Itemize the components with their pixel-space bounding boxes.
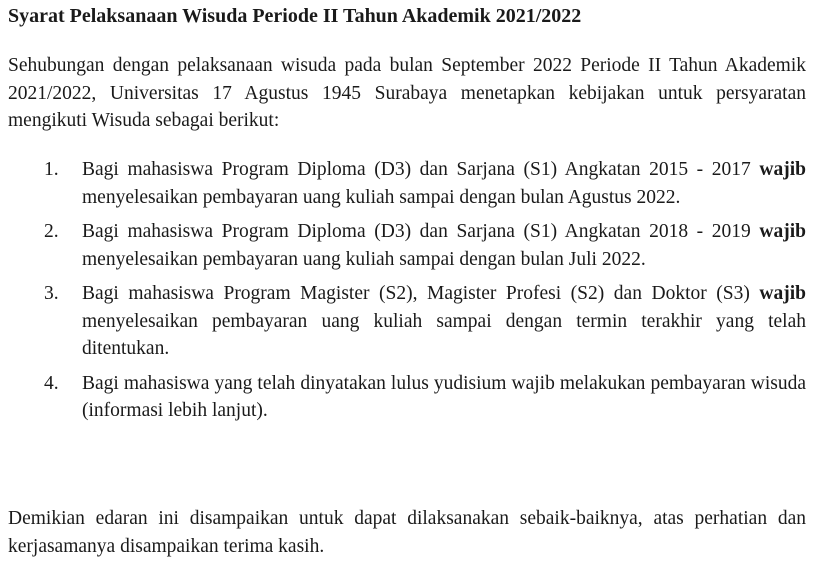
list-item-text (82, 156, 806, 211)
list-item-text-start: Bagi mahasiswa Program Magister (S2), Magister Profesi (S2) dan Doktor (S3) (82, 283, 760, 304)
list-item-number: 2. (44, 221, 59, 242)
list-item-emphasis: wajib (759, 221, 806, 242)
list-item (8, 218, 806, 273)
list-item-number: 4. (44, 372, 59, 394)
list-item-number: 3. (44, 283, 59, 304)
requirements-list (8, 156, 806, 432)
list-item-text-start: Bagi mahasiswa Program Diploma (D3) dan Sarjana (S1) Angkatan 2018 - 2019 (82, 221, 760, 242)
list-item-text-end: menyelesaikan pembayaran uang kuliah sampai dengan termin terakhir yang telah ditentukan. (82, 310, 806, 359)
list-item-text (82, 370, 806, 425)
list-item-text-start: Bagi mahasiswa yang telah dinyatakan lulus yudisium wajib melakukan pembayaran wisuda (informasi lebih lanjut). (82, 372, 806, 421)
list-item-text-end: menyelesaikan pembayaran uang kuliah sampai dengan bulan Juli 2022. (82, 248, 646, 270)
list-item-text (82, 218, 806, 273)
list-item-text-start: Bagi mahasiswa Program Diploma (D3) dan Sarjana (S1) Angkatan 2015 - 2017 (82, 159, 760, 180)
closing-paragraph: Demikian edaran ini disampaikan untuk dapat dilaksanakan sebaik-baiknya, atas perhatian dan kerjasamanya disampaikan terima kasih. (8, 508, 806, 557)
list-item-text (82, 280, 806, 363)
list-item-emphasis: wajib (759, 283, 806, 304)
list-item-emphasis: wajib (759, 159, 806, 180)
list-item (8, 370, 806, 425)
list-item (8, 280, 806, 363)
list-item-text-end: menyelesaikan pembayaran uang kuliah sampai dengan bulan Agustus 2022. (82, 186, 681, 208)
list-item (8, 156, 806, 211)
intro-paragraph: Sehubungan dengan pelaksanaan wisuda pada bulan September 2022 Periode II Tahun Akademik 2021/2022, Universitas 17 Agustus 1945 Surabaya menetapkan kebijakan untuk persyaratan mengikuti Wisuda sebagai berikut: (8, 55, 806, 131)
document-title: Syarat Pelaksanaan Wisuda Periode II Tahun Akademik 2021/2022 (8, 5, 582, 27)
list-item-number: 1. (44, 159, 59, 180)
